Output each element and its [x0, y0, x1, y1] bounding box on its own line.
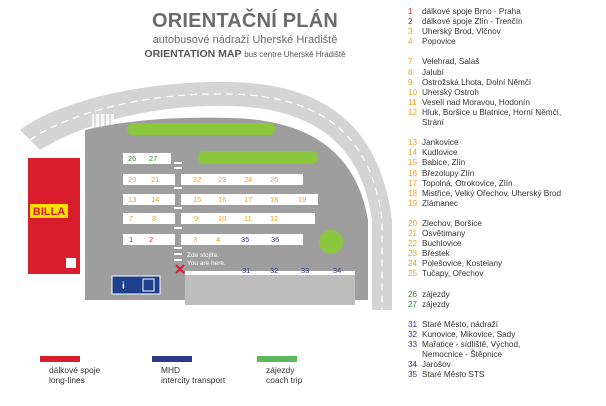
route-destinations: Uherský Brod, Vlčnov	[422, 27, 501, 37]
stand-number: 36	[271, 235, 280, 244]
stand-number: 22	[193, 175, 202, 184]
route-destinations: Mařatice - sídliště, Východ,	[422, 340, 521, 350]
route-row	[408, 148, 604, 158]
key-swatch	[152, 356, 192, 362]
stand-number: 26	[128, 154, 137, 163]
crosswalk-center	[174, 160, 182, 270]
route-number: 22	[408, 239, 418, 249]
info-icon: i	[122, 281, 125, 292]
key-label	[49, 365, 100, 385]
route-number: 17	[408, 178, 418, 188]
green-island-coach	[198, 151, 318, 164]
stand-number: 32	[270, 266, 279, 275]
route-number: 11	[408, 97, 417, 107]
route-destinations: Babice, Zlín	[422, 158, 466, 168]
route-destinations: Polešovice, Kostelany	[422, 259, 503, 269]
stand-number: 21	[151, 175, 160, 184]
route-number: 3	[408, 27, 413, 37]
route-row	[408, 209, 604, 219]
route-destinations: Hluk, Boršice u Blatnice, Horní Němčí,	[422, 107, 562, 117]
route-list	[408, 7, 604, 380]
route-row	[408, 360, 604, 370]
stand-number: 17	[244, 195, 253, 204]
green-island-top	[127, 123, 275, 135]
route-number: 13	[408, 138, 418, 148]
route-number	[408, 209, 422, 219]
stand-number: 7	[129, 214, 134, 223]
route-row	[408, 68, 604, 78]
route-row	[408, 340, 604, 350]
route-row	[408, 108, 604, 118]
route-destinations: Velehrad, Salaš	[422, 57, 480, 67]
route-destinations: Zlechov, Boršice	[422, 218, 482, 228]
route-number	[408, 310, 422, 320]
stand-number: 16	[218, 195, 227, 204]
route-row	[408, 320, 604, 330]
route-row	[408, 7, 604, 17]
stand-number: 12	[270, 214, 279, 223]
stand-number: 24	[244, 175, 253, 184]
stand-number: 8	[152, 214, 157, 223]
route-row	[408, 118, 604, 128]
route-number: 33	[408, 340, 418, 350]
route-row	[408, 249, 604, 259]
route-number	[408, 350, 422, 360]
key-label-cz: dálkové spoje	[49, 365, 101, 375]
stand-number: 1	[129, 235, 134, 244]
route-number	[408, 118, 422, 128]
route-destinations: zájezdy	[422, 299, 450, 309]
route-destinations: Osvětimany	[422, 229, 466, 239]
key-swatch	[257, 356, 297, 362]
key-label	[161, 365, 225, 385]
route-row	[408, 88, 604, 98]
route-number: 15	[408, 158, 418, 168]
stand-number: 15	[193, 195, 202, 204]
route-destinations	[422, 128, 604, 138]
route-destinations: Nemocnice - Štěpnice	[422, 350, 503, 360]
route-number: 24	[408, 259, 418, 269]
route-destinations: Břestek	[422, 249, 450, 259]
subtitle-en: bus centre Uherské Hradiště	[244, 50, 346, 59]
stand-number: 3	[193, 235, 198, 244]
route-destinations: zájezdy	[422, 289, 450, 299]
key-label	[266, 365, 302, 385]
route-destinations: Staré Město STS	[422, 370, 485, 380]
key-label-en: intercity transport	[161, 375, 226, 385]
route-number: 1	[408, 7, 413, 16]
route-destinations: dálkové spoje Zlín - Trenčín	[422, 17, 523, 27]
route-row	[408, 219, 604, 229]
route-destinations: Jankovice	[422, 138, 459, 148]
you-are-here-en: You are here.	[187, 260, 226, 267]
route-row	[408, 330, 604, 340]
route-number	[408, 128, 422, 138]
stand-number: 14	[151, 195, 160, 204]
stand-number: 4	[216, 235, 221, 244]
route-row	[408, 98, 604, 108]
cart-icon	[66, 258, 76, 268]
route-destinations	[422, 47, 604, 57]
station-map	[0, 70, 400, 310]
route-destinations: Ostrožská Lhota, Dolní Němčí	[422, 77, 532, 87]
stand-number: 27	[149, 154, 158, 163]
route-row	[408, 57, 604, 67]
page-title: ORIENTAČNÍ PLÁN	[152, 10, 338, 32]
stand-number: 9	[194, 214, 199, 223]
route-number: 21	[408, 229, 418, 239]
route-number: 32	[408, 330, 418, 339]
route-row	[408, 47, 604, 57]
route-destinations: Topolná, Otrokovice, Zlín	[422, 178, 513, 188]
stand-number: 13	[128, 195, 137, 204]
route-row	[408, 78, 604, 88]
route-number: 16	[408, 168, 418, 178]
page-subtitle: autobusové nádraží Uherské Hradiště	[152, 34, 338, 46]
route-number: 20	[408, 218, 418, 228]
route-row	[408, 229, 604, 239]
route-destinations: dálkové spoje Brno - Praha	[422, 7, 521, 16]
route-number: 23	[408, 249, 418, 259]
route-row	[408, 138, 604, 148]
you-are-here-cz: Zde stojíte.	[187, 252, 220, 259]
key-label-cz: zájezdy	[266, 365, 295, 375]
route-row	[408, 280, 604, 290]
page-title-en	[140, 48, 350, 60]
stand-number: 23	[218, 175, 227, 184]
stand-number: 35	[241, 235, 250, 244]
key-swatch	[40, 356, 80, 362]
route-row	[408, 259, 604, 269]
route-destinations: Strání	[422, 118, 444, 128]
route-destinations: Veselí nad Moravou, Hodonín	[422, 97, 530, 107]
route-destinations: Uherský Ostroh	[422, 87, 479, 97]
route-destinations: Kunovice, Mikovice, Sady	[422, 330, 516, 339]
route-row	[408, 310, 604, 320]
route-destinations	[422, 310, 604, 320]
route-number: 35	[408, 370, 418, 380]
route-number	[408, 47, 422, 57]
key-label-en: long-lines	[49, 375, 85, 385]
bottom-walkway	[185, 275, 355, 305]
stand-number: 19	[298, 195, 307, 204]
stand-number: 2	[149, 235, 154, 244]
stand-number: 18	[270, 195, 279, 204]
route-number: 14	[408, 148, 418, 158]
route-number: 7	[408, 57, 413, 67]
route-destinations: Jarošov	[422, 360, 451, 370]
route-destinations	[422, 209, 604, 219]
route-number: 10	[408, 87, 418, 97]
route-number: 26	[408, 289, 418, 299]
route-row	[408, 199, 604, 209]
map-header	[140, 10, 350, 60]
route-number: 31	[408, 319, 418, 329]
route-row	[408, 179, 604, 189]
route-number: 34	[408, 360, 418, 370]
stand-number: 20	[128, 175, 137, 184]
route-destinations: Tučapy, Ořechov	[422, 269, 484, 279]
stand-number: 31	[242, 266, 251, 275]
route-number: 19	[408, 198, 418, 208]
stand-number: 34	[333, 266, 342, 275]
route-destinations: Jalubí	[422, 67, 444, 77]
route-number: 8	[408, 67, 413, 77]
stand-number: 11	[244, 214, 252, 223]
route-destinations: Buchlovice	[422, 239, 462, 249]
route-row	[408, 189, 604, 199]
route-number: 27	[408, 299, 418, 309]
billa-sign: BILLA	[32, 206, 66, 218]
route-row	[408, 239, 604, 249]
route-destinations	[422, 280, 604, 290]
route-row	[408, 37, 604, 47]
stand-number: 33	[301, 266, 310, 275]
route-number: 25	[408, 269, 418, 279]
route-number: 12	[408, 107, 418, 117]
route-row	[408, 27, 604, 37]
route-row	[408, 300, 604, 310]
key-label-cz: MHD	[161, 365, 181, 375]
route-destinations: Kudlovice	[422, 148, 458, 158]
route-number: 4	[408, 37, 413, 47]
route-number: 18	[408, 188, 418, 198]
title-en-text: ORIENTATION MAP	[144, 48, 242, 60]
route-destinations: Březolupy Zlín	[422, 168, 475, 178]
route-row	[408, 158, 604, 168]
route-row	[408, 17, 604, 27]
route-row	[408, 169, 604, 179]
route-row	[408, 350, 604, 360]
route-row	[408, 290, 604, 300]
stand-number: 10	[218, 214, 227, 223]
route-number: 2	[408, 17, 413, 27]
route-row	[408, 128, 604, 138]
route-number: 9	[408, 77, 413, 87]
route-destinations: Staré Město, nádraží	[422, 319, 498, 329]
route-destinations: Zlámanec	[422, 198, 458, 208]
key-label-en: coach trip	[266, 375, 303, 385]
route-destinations: Mistřice, Velký Ořechov, Uherský Brod	[422, 188, 562, 198]
route-row	[408, 370, 604, 380]
route-row	[408, 269, 604, 279]
green-roundabout	[319, 230, 343, 254]
route-number	[408, 280, 422, 290]
stand-number: 25	[270, 175, 279, 184]
route-destinations: Popovice	[422, 37, 456, 47]
